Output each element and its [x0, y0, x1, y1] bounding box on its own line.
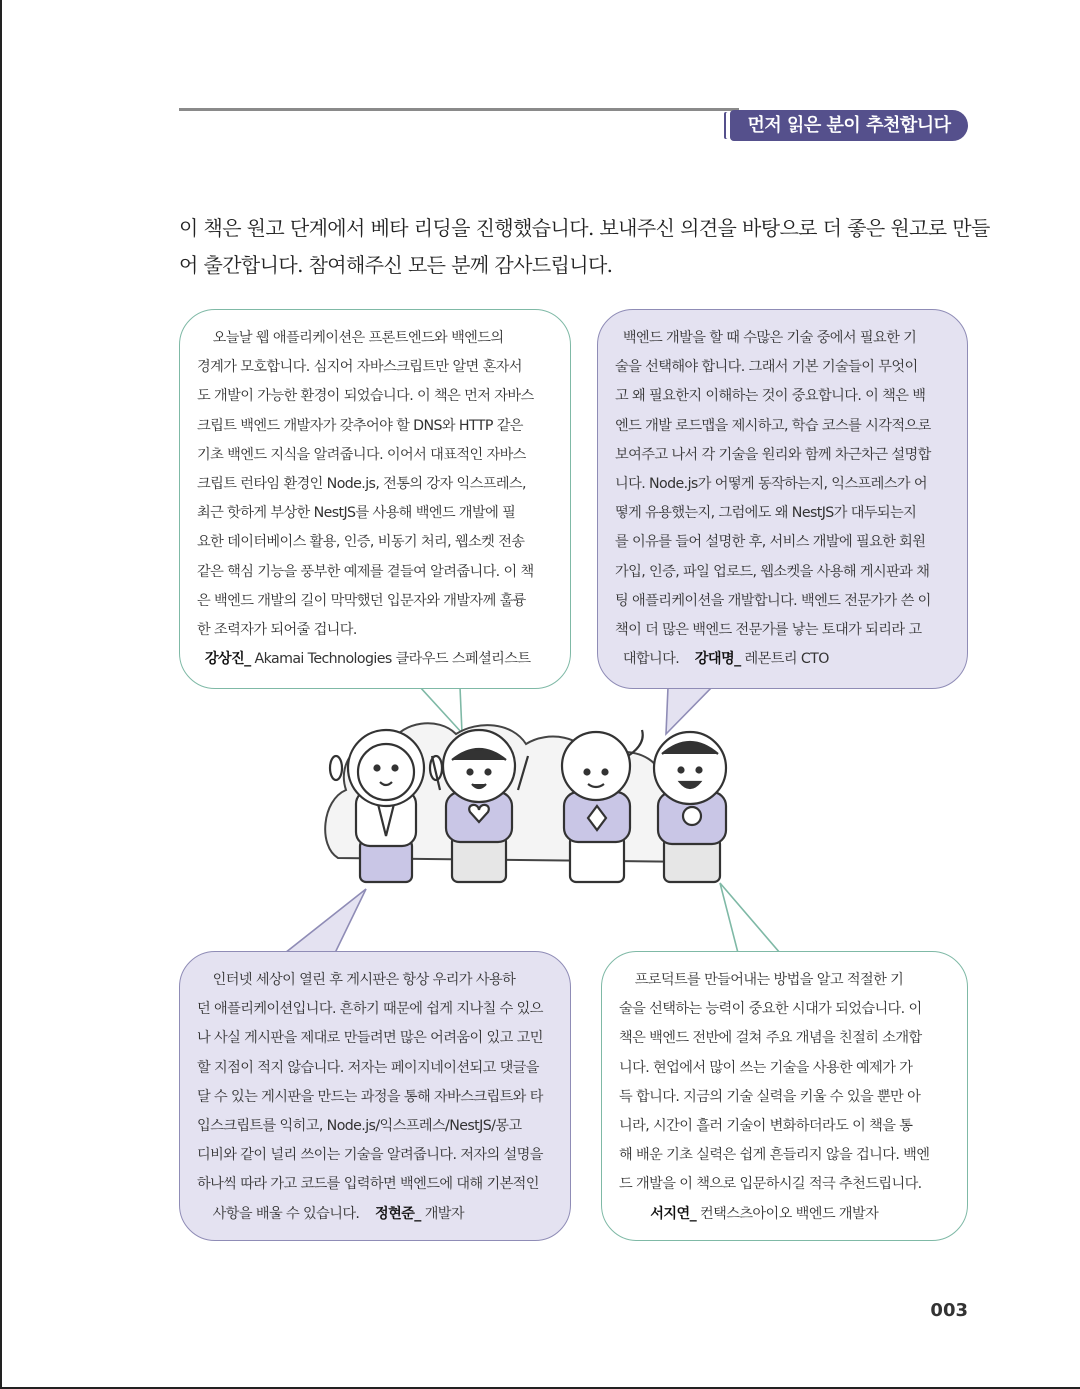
review-author-name: 강상진_	[204, 651, 251, 668]
review-line: 프로덕트를 만들어내는 방법을 알고 적절한 기	[619, 972, 904, 988]
intro-line: 어 출간합니다. 참여해주신 모든 분께 감사드립니다.	[179, 253, 613, 277]
review-author-line	[615, 645, 957, 674]
review-line: 떻게 유용했는지, 그럼에도 왜 NestJS가 대두되는지	[615, 505, 917, 522]
review-line: 책이 더 많은 백엔드 전문가를 낳는 토대가 되리라 고	[615, 621, 922, 638]
review-author-prefix	[197, 651, 205, 667]
review-line: 크립트 백엔드 개발자가 갖추어야 할 DNS와 HTTP 같은	[197, 417, 523, 434]
bubble-tail	[285, 889, 366, 953]
review-author-role: 개발자	[420, 1205, 465, 1222]
review-line: 가입, 인증, 파일 업로드, 웹소켓을 사용해 게시판과 채	[615, 563, 930, 580]
review-author-prefix	[619, 1206, 650, 1222]
review-author-name: 서지연_	[650, 1205, 697, 1222]
review-line: 은 백엔드 개발의 길이 막막했던 입문자와 개발자께 훌륭	[197, 592, 526, 609]
review-line: 득 합니다. 지금의 기술 실력을 키울 수 있을 뿐만 아	[619, 1088, 921, 1105]
review-line: 경계가 모호합니다. 심지어 자바스크립트만 알면 혼자서	[197, 359, 522, 376]
astronaut-flower	[654, 732, 726, 882]
review-line: 고 왜 필요한지 이해하는 것이 중요합니다. 이 책은 백	[615, 388, 926, 405]
bubble-tail	[720, 883, 780, 953]
review-author-name: 정현준_	[374, 1205, 421, 1222]
review-line: 크립트 런타임 환경인 Node.js, 전통의 강자 익스프레스,	[197, 475, 526, 492]
review-line: 같은 핵심 기능을 풍부한 예제를 곁들여 알려줍니다. 이 책	[197, 563, 534, 580]
intro-line: 이 책은 원고 단계에서 베타 리딩을 진행했습니다. 보내주신 의견을 바탕으로 더 좋은 원고로 만들	[179, 216, 990, 240]
review-line: 니다. 현업에서 많이 쓰는 기술을 사용한 예제가 가	[619, 1059, 913, 1076]
review-bubble-2	[597, 309, 968, 689]
review-line: 기초 백엔드 지식을 알려줍니다. 이어서 대표적인 자바스	[197, 446, 526, 463]
review-line: 도 개발이 가능한 환경이 되었습니다. 이 책은 먼저 자바스	[197, 388, 534, 405]
review-line: 입스크립트를 익히고, Node.js/익스프레스/NestJS/몽고	[197, 1117, 522, 1134]
review-line: 할 지점이 적지 않습니다. 저자는 페이지네이션되고 댓글을	[197, 1059, 539, 1076]
review-author-line	[197, 645, 556, 674]
review-author-line	[619, 1200, 957, 1229]
section-badge-label: 먼저 읽은 분이 추천합니다	[747, 115, 951, 136]
review-line: 요한 데이터베이스 활용, 인증, 비동기 처리, 웹소켓 전송	[197, 534, 525, 551]
review-author-name: 강대명_	[694, 651, 741, 668]
review-line: 니다. Node.js가 어떻게 동작하는지, 익스프레스가 어	[615, 475, 927, 492]
review-line: 한 조력자가 되어줄 겁니다.	[197, 621, 357, 638]
review-bubble-4	[601, 951, 968, 1241]
review-author-role: 컨택스츠아이오 백엔드 개발자	[696, 1205, 879, 1222]
review-bubble-3	[179, 951, 571, 1241]
review-line: 하나씩 따라 가고 코드를 입력하면 백엔드에 대해 기본적인	[197, 1176, 539, 1193]
bubble-tail	[666, 687, 712, 734]
review-line: 팅 애플리케이션을 개발합니다. 백엔드 전문가가 쓴 이	[615, 592, 931, 609]
review-author-role: 레몬트리 CTO	[740, 651, 829, 668]
review-line: 달 수 있는 게시판을 만드는 과정을 통해 자바스크립트와 타	[197, 1088, 543, 1105]
review-line: 술을 선택하는 능력이 중요한 시대가 되었습니다. 이	[619, 1001, 922, 1018]
review-line: 술을 선택해야 합니다. 그래서 기본 기술들이 무엇이	[615, 359, 918, 376]
review-line: 나 사실 게시판을 제대로 만들려면 많은 어려움이 있고 고민	[197, 1030, 543, 1047]
review-line: 던 애플리케이션입니다. 흔하기 때문에 쉽게 지나칠 수 있으	[197, 1001, 543, 1018]
review-line: 니라, 시간이 흘러 기술이 변화하더라도 이 책을 통	[619, 1117, 913, 1134]
review-author-line	[197, 1200, 560, 1229]
review-line: 최근 핫하게 부상한 NestJS를 사용해 백엔드 개발에 필	[197, 505, 516, 522]
review-line: 엔드 개발 로드맵을 제시하고, 학습 코스를 시각적으로	[615, 417, 931, 434]
review-line: 책은 백엔드 전반에 걸쳐 주요 개념을 친절히 소개합	[619, 1030, 922, 1047]
review-author-prefix: 사항을 배울 수 있습니다.	[197, 1205, 375, 1222]
review-line: 백엔드 개발을 할 때 수많은 기술 중에서 필요한 기	[615, 330, 917, 346]
review-line: 해 배운 기초 실력은 쉽게 흔들리지 않을 겁니다. 백엔	[619, 1147, 930, 1164]
review-author-role: Akamai Technologies 클라우드 스페셜리스트	[250, 651, 531, 668]
review-line: 오늘날 웹 애플리케이션은 프론트엔드와 백엔드의	[197, 330, 504, 346]
review-line: 를 이유를 들어 설명한 후, 서비스 개발에 필요한 회원	[615, 534, 926, 551]
review-author-prefix: 대합니다.	[615, 651, 695, 668]
review-line: 보여주고 나서 각 기술을 원리와 함께 차근차근 설명합	[615, 446, 931, 463]
review-line: 인터넷 세상이 열린 후 게시판은 항상 우리가 사용하	[197, 972, 516, 988]
page-number: 003	[930, 1300, 968, 1321]
review-line: 디비와 같이 널리 쓰이는 기술을 알려줍니다. 저자의 설명을	[197, 1147, 543, 1164]
review-bubble-1	[179, 309, 571, 689]
review-line: 드 개발을 이 책으로 입문하시길 적극 추천드립니다.	[619, 1176, 922, 1193]
